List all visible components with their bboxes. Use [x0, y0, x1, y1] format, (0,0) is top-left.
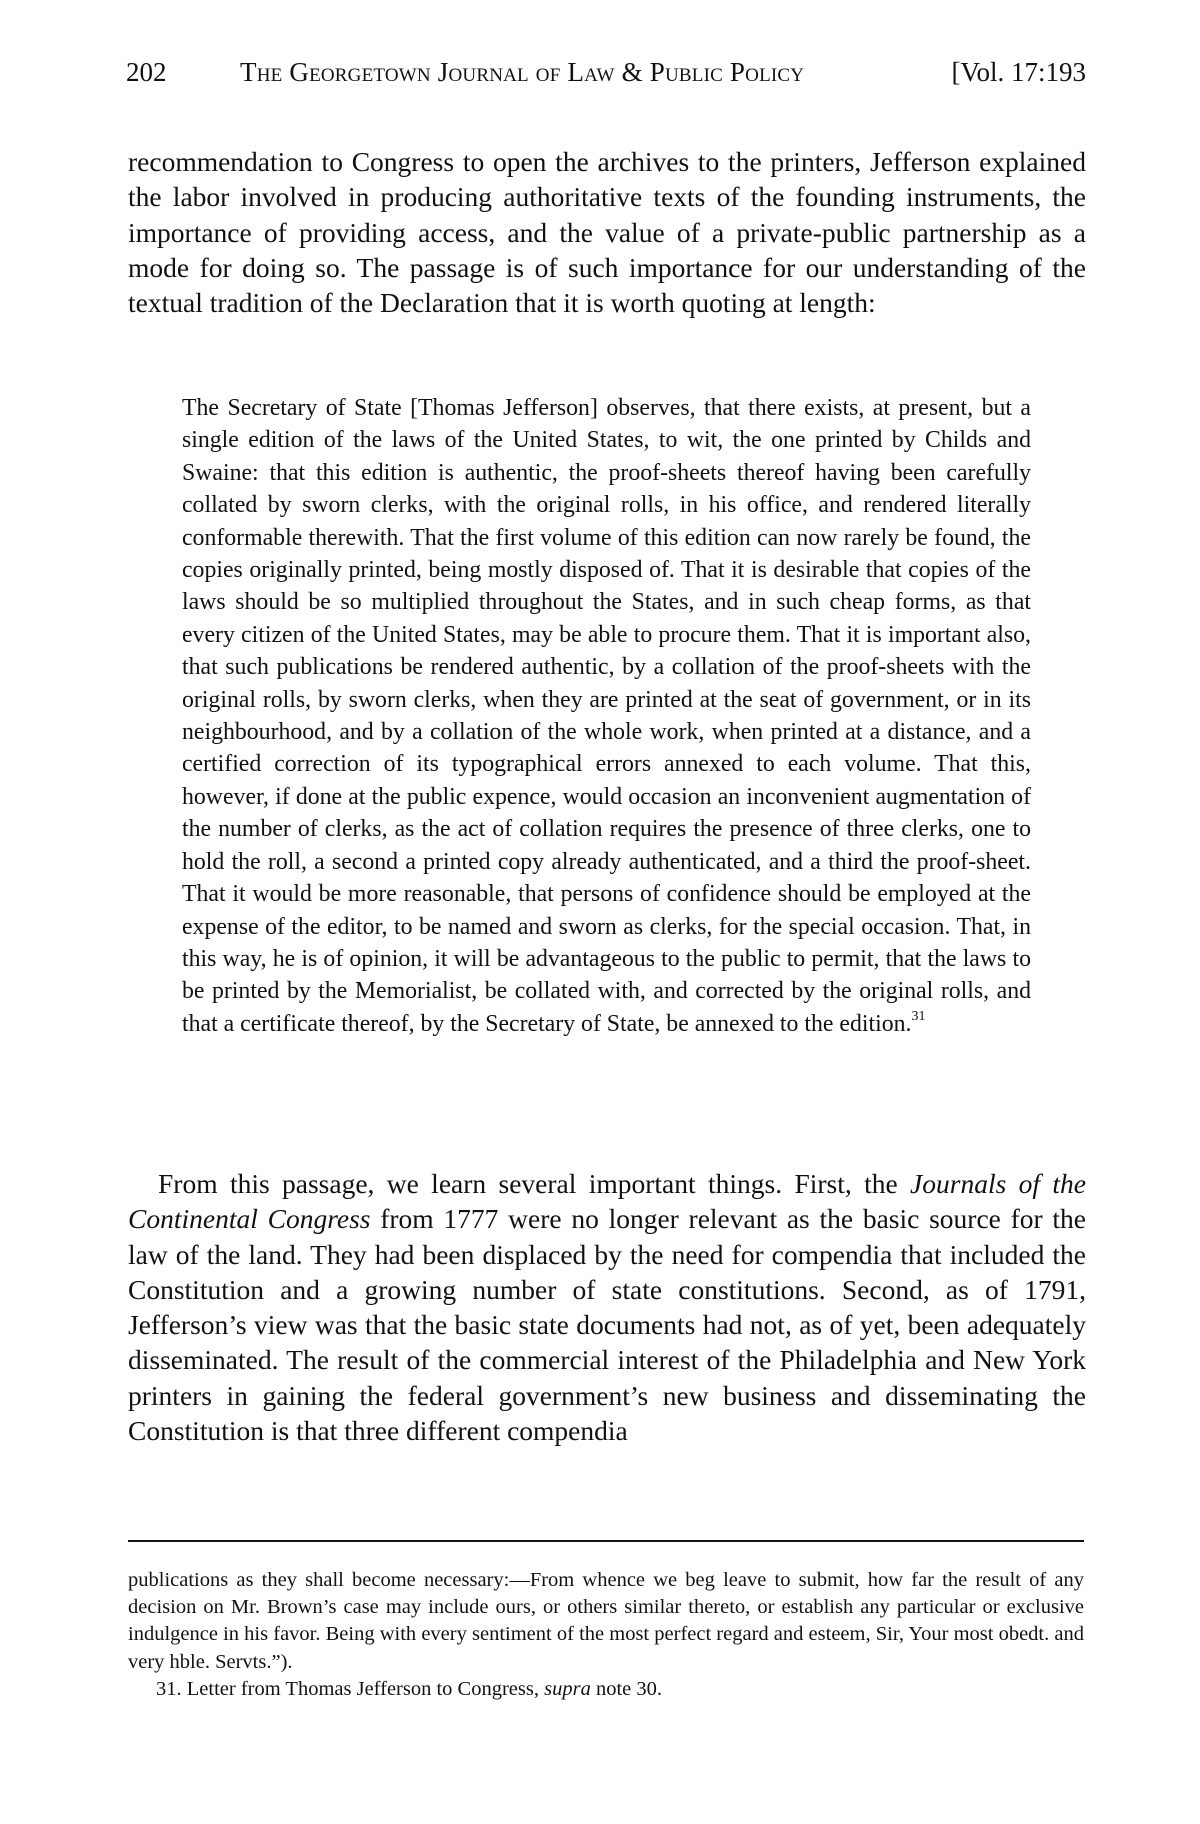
footnote-31-text: Letter from Thomas Jefferson to Congress, — [186, 1678, 545, 1700]
journal-title: The Georgetown Journal of Law & Public Policy — [240, 57, 805, 87]
footnote-31-number: 31. — [156, 1678, 182, 1700]
footnote-continuation: publications as they shall become necessary:—From whence we beg leave to submit, how far the result of any decision on Mr. Brown’s case may include ours, or others similar thereto, or establish any particular or exclusive indulgence in his favor. Being with every sentiment of the most perfect regard and esteem, Sir, Your most obedt. and very hble. Servts.”). — [128, 1569, 1084, 1673]
footnote-31-supra: supra — [544, 1678, 591, 1700]
body-paragraph-1: recommendation to Congress to open the archives to the printers, Jefferson explained the labor involved in producing authoritative texts of the founding instruments, the importance of providing access, and the value of a private-public partnership as a mode for doing so. The passage is of such importance for our understanding of the textual tradition of the Declaration that it is worth quoting at length: — [128, 146, 1086, 319]
body-paragraph-2 — [128, 1166, 1086, 1448]
running-header — [126, 52, 1086, 92]
paragraph-2-text-end: from 1777 were no longer relevant as the basic source for the law of the land. They had been displaced by the need for compendia that included the Constitution and a growing number of state constitutions. Second, as of 1791, Jefferson’s view was that the basic state documents had not, as of yet, been adequately disseminated. The result of the commercial interest of the Philadelphia and New York printers in gaining the federal government’s new business and disseminating the Constitution is that three different compendia — [128, 1203, 1086, 1447]
block-quote-text: The Secretary of State [Thomas Jefferson] observes, that there exists, at present, but a single edition of the laws of the United States, to wit, the one printed by Childs and Swaine: that this edition is authentic, the proof-sheets thereof having been carefully collated by sworn clerks, with the original rolls, in his office, and rendered literally conformable therewith. That the first volume of this edition can now rarely be found, the copies originally printed, being mostly disposed of. That it is desirable that copies of the laws should be so multiplied throughout the States, and in such cheap forms, as that every citizen of the United States, may be able to procure them. That it is important also, that such publications be rendered authentic, by a collation of the proof-sheets with the original rolls, by sworn clerks, when they are printed at the seat of government, or in its neighbourhood, and by a collation of the whole work, when printed at a distance, and a certified correction of its typographical errors annexed to each volume. That this, however, if done at the public expence, would occasion an inconvenient augmentation of the number of clerks, as the act of collation requires the presence of three clerks, one to hold the roll, a second a printed copy already authenticated, and a third the proof-sheet. That it would be more reasonable, that persons of confidence should be employed at the expense of the editor, to be named and sworn as clerks, for the special occasion. That, in this way, he is of opinion, it will be advantageous to the public to permit, that the laws to be printed by the Memorialist, be collated with, and corrected by the original rolls, and that a certificate thereof, by the Secretary of State, be annexed to the edition. — [182, 395, 1031, 1037]
volume-citation: [Vol. 17:193 — [951, 57, 1086, 87]
page-number: 202 — [126, 57, 167, 87]
footnote-31-tail: note 30. — [590, 1678, 662, 1700]
journals-title-italic: Journals of the Continental Congress — [128, 1168, 1086, 1235]
paragraph-2-text-start: From this passage, we learn several important things. First, the — [158, 1168, 911, 1199]
footnote-31 — [128, 1676, 1084, 1703]
footnote-divider — [128, 1540, 1084, 1542]
block-quote — [182, 392, 1031, 1040]
footnote-reference-31[interactable]: 31 — [911, 1008, 926, 1024]
